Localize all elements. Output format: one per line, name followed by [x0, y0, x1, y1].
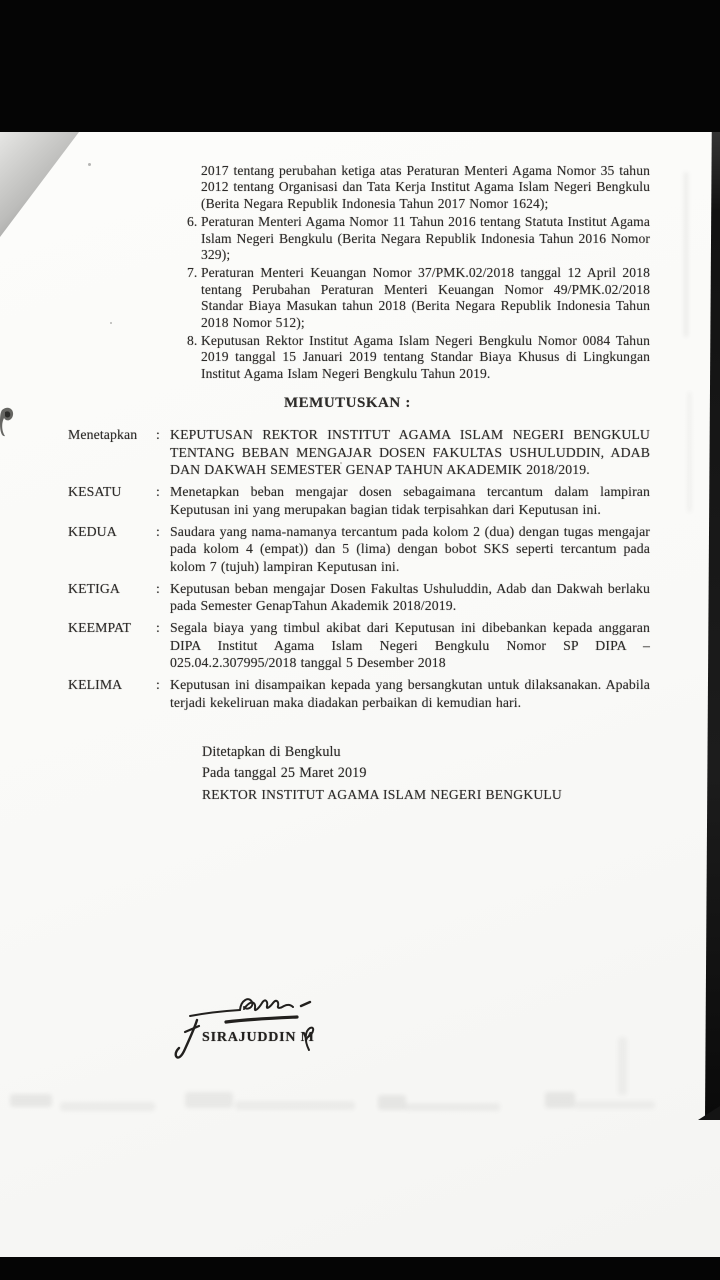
ink-blot — [0, 406, 18, 440]
signatory-title: REKTOR INSTITUT AGAMA ISLAM NEGERI BENGKULU — [202, 787, 562, 803]
bleed-through-smudge — [185, 1092, 233, 1108]
decision-row — [68, 580, 650, 615]
decision-row — [68, 426, 650, 479]
closing-date: Pada tanggal 25 Maret 2019 — [202, 764, 367, 781]
consideration-continuation: 2017 tentang perubahan ketiga atas Peraturan Menteri Agama Nomor 35 tahun 2012 tentang Organisasi dan Tata Kerja Institut Agama Islam Negeri Bengkulu (Berita Negara Republik Indonesia Tahun 2017 Nomor 1624); — [201, 163, 650, 211]
decision-label: KESATU — [68, 484, 122, 500]
consideration-number: 7. — [187, 265, 198, 281]
considerations-list — [187, 163, 650, 382]
decision-colon: : — [156, 677, 160, 693]
decision-text: KEPUTUSAN REKTOR INSTITUT AGAMA ISLAM NEGERI BENGKULU TENTANG BEBAN MENGAJAR DOSEN FAKULTAS USHULUDDIN, ADAB DAN DAKWAH SEMESTER GENAP TAHUN AKADEMIK 2018/2019. — [170, 427, 650, 478]
bleed-through-smudge — [684, 172, 688, 337]
signature-block — [150, 988, 400, 1083]
scan-background-bottom — [0, 1257, 720, 1280]
decision-row — [68, 676, 650, 711]
decision-text: Menetapkan beban mengajar dosen sebagaimana tercantum dalam lampiran Keputusan ini yang merupakan bagian tidak terpisahkan dari Keputusan ini. — [170, 484, 650, 517]
decision-colon: : — [156, 620, 160, 636]
document-page — [0, 132, 720, 1257]
bleed-through-smudge — [405, 1103, 500, 1111]
decision-label: Menetapkan — [68, 427, 138, 443]
consideration-number: 8. — [187, 333, 198, 349]
decision-text: Segala biaya yang timbul akibat dari Keputusan ini dibebankan kepada anggaran DIPA Institut Agama Islam Negeri Bengkulu Nomor SP DIPA – 025.04.2.307995/2018 tanggal 5 Desember 2018 — [170, 620, 650, 671]
bleed-through-smudge — [10, 1094, 52, 1107]
bleed-through-smudge — [618, 1037, 627, 1095]
consideration-item — [187, 333, 650, 382]
consideration-number: 6. — [187, 214, 198, 230]
bleed-through-smudge — [60, 1102, 155, 1111]
consideration-text: Peraturan Menteri Keuangan Nomor 37/PMK.02/2018 tanggal 12 April 2018 tentang Perubahan Peraturan Menteri Keuangan Nomor 49/PMK.02/2018 Standar Biaya Masukan tahun 2018 (Berita Negara Republik Indonesia Tahun 2018 Nomor 512); — [201, 265, 650, 330]
decision-label: KEEMPAT — [68, 620, 132, 636]
signatory-name: SIRAJUDDIN M — [202, 1030, 315, 1045]
decision-text: Keputusan beban mengajar Dosen Fakultas Ushuluddin, Adab dan Dakwah berlaku pada Semester GenapTahun Akademik 2018/2019. — [170, 580, 650, 614]
decision-colon: : — [156, 580, 160, 596]
scan-edge-shadow — [705, 132, 720, 1118]
decision-label: KELIMA — [68, 677, 123, 693]
decision-colon: : — [156, 523, 160, 539]
closing-place: Ditetapkan di Bengkulu — [202, 744, 341, 761]
consideration-text: Peraturan Menteri Agama Nomor 11 Tahun 2016 tentang Statuta Institut Agama Islam Negeri Bengkulu (Berita Negara Republik Indonesia Tahun 2016 Nomor 329); — [201, 214, 650, 263]
bleed-through-smudge — [688, 392, 691, 512]
bleed-through-smudge — [545, 1092, 575, 1108]
consideration-item — [187, 214, 650, 263]
decision-heading: MEMUTUSKAN : — [284, 395, 411, 412]
decision-colon: : — [156, 427, 160, 443]
decision-label: KEDUA — [68, 523, 117, 539]
bleed-through-smudge — [378, 1095, 406, 1110]
scan-background-top — [0, 0, 720, 132]
document-body — [68, 132, 650, 806]
decision-rows — [68, 426, 650, 711]
decision-row — [68, 619, 650, 672]
decision-text: Keputusan ini disampaikan kepada yang bersangkutan untuk dilaksanakan. Apabila terjadi kekeliruan maka diadakan perbaikan di kemudian hari. — [170, 677, 650, 710]
consideration-text: Keputusan Rektor Institut Agama Islam Negeri Bengkulu Nomor 0084 Tahun 2019 tanggal 15 Januari 2019 tentang Standar Biaya Khusus di Lingkungan Institut Agama Islam Negeri Bengkulu Tahun 2019. — [201, 333, 650, 381]
bleed-through-smudge — [575, 1101, 655, 1109]
consideration-item — [187, 265, 650, 331]
decision-colon: : — [156, 484, 160, 500]
closing-block — [202, 742, 650, 806]
decision-label: KETIGA — [68, 580, 120, 596]
decision-row — [68, 523, 650, 576]
decision-row — [68, 483, 650, 518]
bleed-through-smudge — [235, 1101, 355, 1110]
decision-text: Saudara yang nama-namanya tercantum pada kolom 2 (dua) dengan tugas mengajar pada kolom 4 (empat)) dan 5 (lima) dengan bobot SKS seperti tercantum pada kolom 7 (tujuh) lampiran Keputusan ini. — [170, 523, 650, 574]
